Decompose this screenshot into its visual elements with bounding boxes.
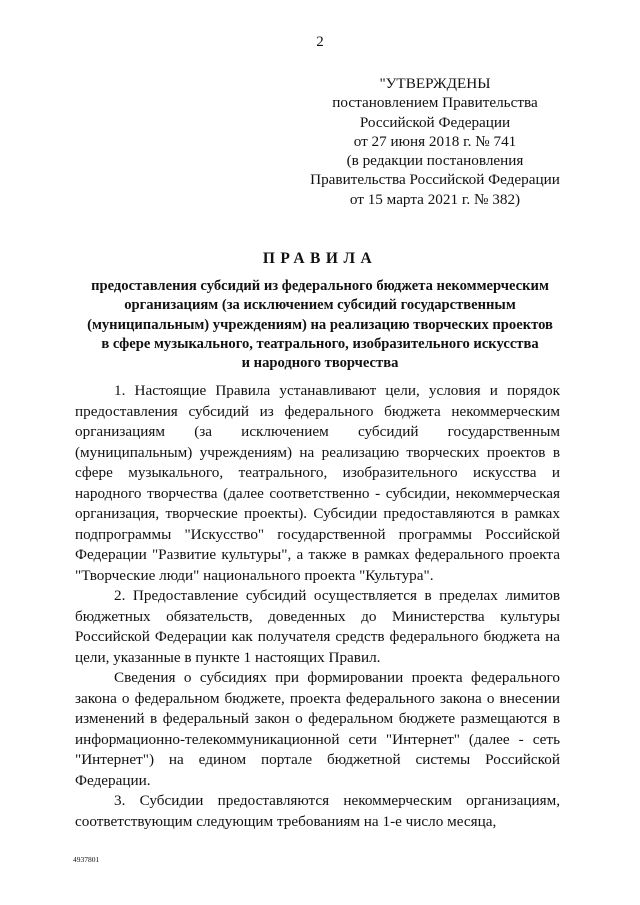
- paragraph-3: 3. Субсидии предоставляются некоммерческим организациям, соответствующим следующим требованиям на 1-е число месяца,: [75, 792, 560, 830]
- subtitle-line: (муниципальным) учреждениям) на реализацию творческих проектов: [87, 316, 553, 333]
- approval-line: Российской Федерации: [359, 113, 511, 131]
- subtitle-line: в сфере музыкального, театрального, изобразительного искусства: [101, 335, 539, 352]
- paragraph-2-continued: Сведения о субсидиях при формировании проекта федерального закона о федеральном бюджете, проекта федерального закона о внесении изменений в федеральный закон о федеральном бюджете размещаются в информационно-телекоммуникационной сети "Интернет" (далее - сеть "Интернет") на едином портале бюджетной системы Российской Федерации.: [75, 669, 560, 789]
- approval-line: (в редакции постановления: [346, 152, 524, 170]
- approval-line: Правительства Российской Федерации: [310, 171, 560, 189]
- document-title: ПРАВИЛА: [262, 250, 378, 267]
- paragraph-2: 2. Предоставление субсидий осуществляется в пределах лимитов бюджетных обязательств, доведенных до Министерства культуры Российской Федерации как получателя средств федерального бюджета на цели, указанные в пункте 1 настоящих Правил.: [75, 587, 560, 666]
- approval-line: "УТВЕРЖДЕНЫ: [379, 75, 491, 92]
- document-body: [75, 381, 560, 832]
- approval-block: [300, 74, 570, 209]
- approval-line: от 27 июня 2018 г. № 741: [353, 132, 517, 150]
- document-code: 4937801: [73, 855, 100, 864]
- document-subtitle: [70, 277, 570, 373]
- subtitle-line: предоставления субсидий из федерального бюджета некоммерческим: [91, 278, 549, 294]
- subtitle-line: организациям (за исключением субсидий государственным: [124, 297, 516, 314]
- page-number: 2: [316, 34, 324, 50]
- subtitle-line: и народного творчества: [241, 355, 399, 372]
- approval-line: от 15 марта 2021 г. № 382): [349, 190, 521, 208]
- approval-line: постановлением Правительства: [332, 94, 538, 112]
- paragraph-1: 1. Настоящие Правила устанавливают цели, условия и порядок предоставления субсидий из федерального бюджета некоммерческим организациям (за исключением субсидий государственным (муниципальным) учреждениям) на реализацию творческих проектов в сфере музыкального, театрального, изобразительного искусства и народного творчества (далее соответственно - субсидии, некоммерческая организация, творческие проекты). Субсидии предоставляются в рамках подпрограммы "Искусство" государственной программы Российской Федерации "Развитие культуры", а также в рамках федерального проекта "Творческие люди" национального проекта "Культура".: [75, 382, 560, 584]
